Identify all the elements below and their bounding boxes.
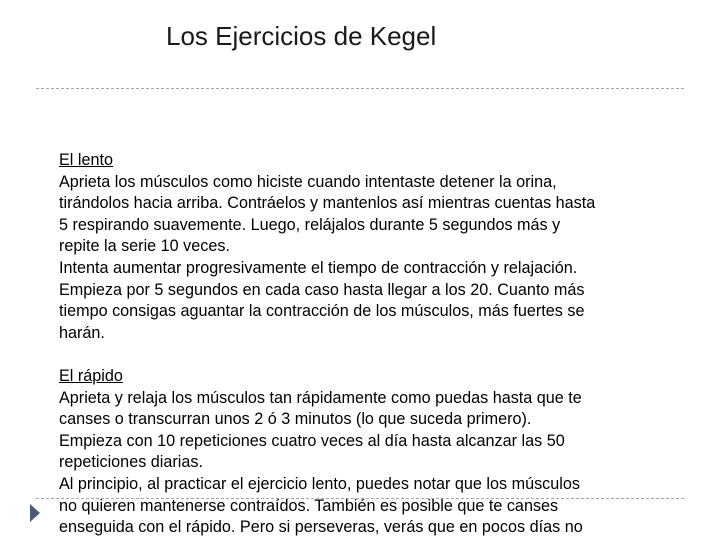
section-heading-fast: El rápido — [59, 366, 123, 385]
body-line: Al principio, al practicar el ejercicio lento, puedes notar que los músculos — [59, 474, 580, 493]
section-heading-slow: El lento — [59, 151, 113, 169]
paragraph-gap — [59, 344, 669, 366]
body-line: Intenta aumentar progresivamente el tiempo de contracción y relajación. — [59, 258, 578, 277]
body-line: repite la serie 10 veces. — [59, 237, 230, 256]
body-line: canses o transcurran unos 2 ó 3 minutos (lo que suceda primero). — [59, 410, 532, 429]
body-line: harán. — [59, 323, 105, 342]
body-line: repeticiones diarias. — [59, 453, 203, 472]
bottom-divider — [36, 498, 684, 499]
body-line: no quieren mantenerse contraídos. También es posible que te canses — [59, 496, 559, 515]
body-line: 5 respirando suavemente. Luego, relájalos durante 5 segundos más y — [59, 215, 561, 234]
body-line: Aprieta y relaja los músculos tan rápidamente como puedas hasta que te — [59, 388, 582, 407]
slide-title: Los Ejercicios de Kegel — [166, 21, 437, 51]
top-divider — [36, 88, 684, 89]
body-line: Aprieta los músculos como hiciste cuando intentaste detener la orina, — [59, 172, 557, 191]
bullet-arrow-icon — [30, 504, 40, 522]
slide-body — [59, 150, 669, 540]
body-line: tiempo consigas aguantar la contracción de los músculos, más fuertes se — [59, 302, 585, 321]
body-line: enseguida con el rápido. Pero si perseveras, verás que en pocos días no — [59, 518, 583, 537]
body-line: Empieza con 10 repeticiones cuatro veces al día hasta alcanzar las 50 — [59, 431, 565, 450]
body-line: tirándolos hacia arriba. Contráelos y mantenlos así mientras cuentas hasta — [59, 194, 596, 213]
body-line: Empieza por 5 segundos en cada caso hasta llegar a los 20. Cuanto más — [59, 280, 585, 299]
